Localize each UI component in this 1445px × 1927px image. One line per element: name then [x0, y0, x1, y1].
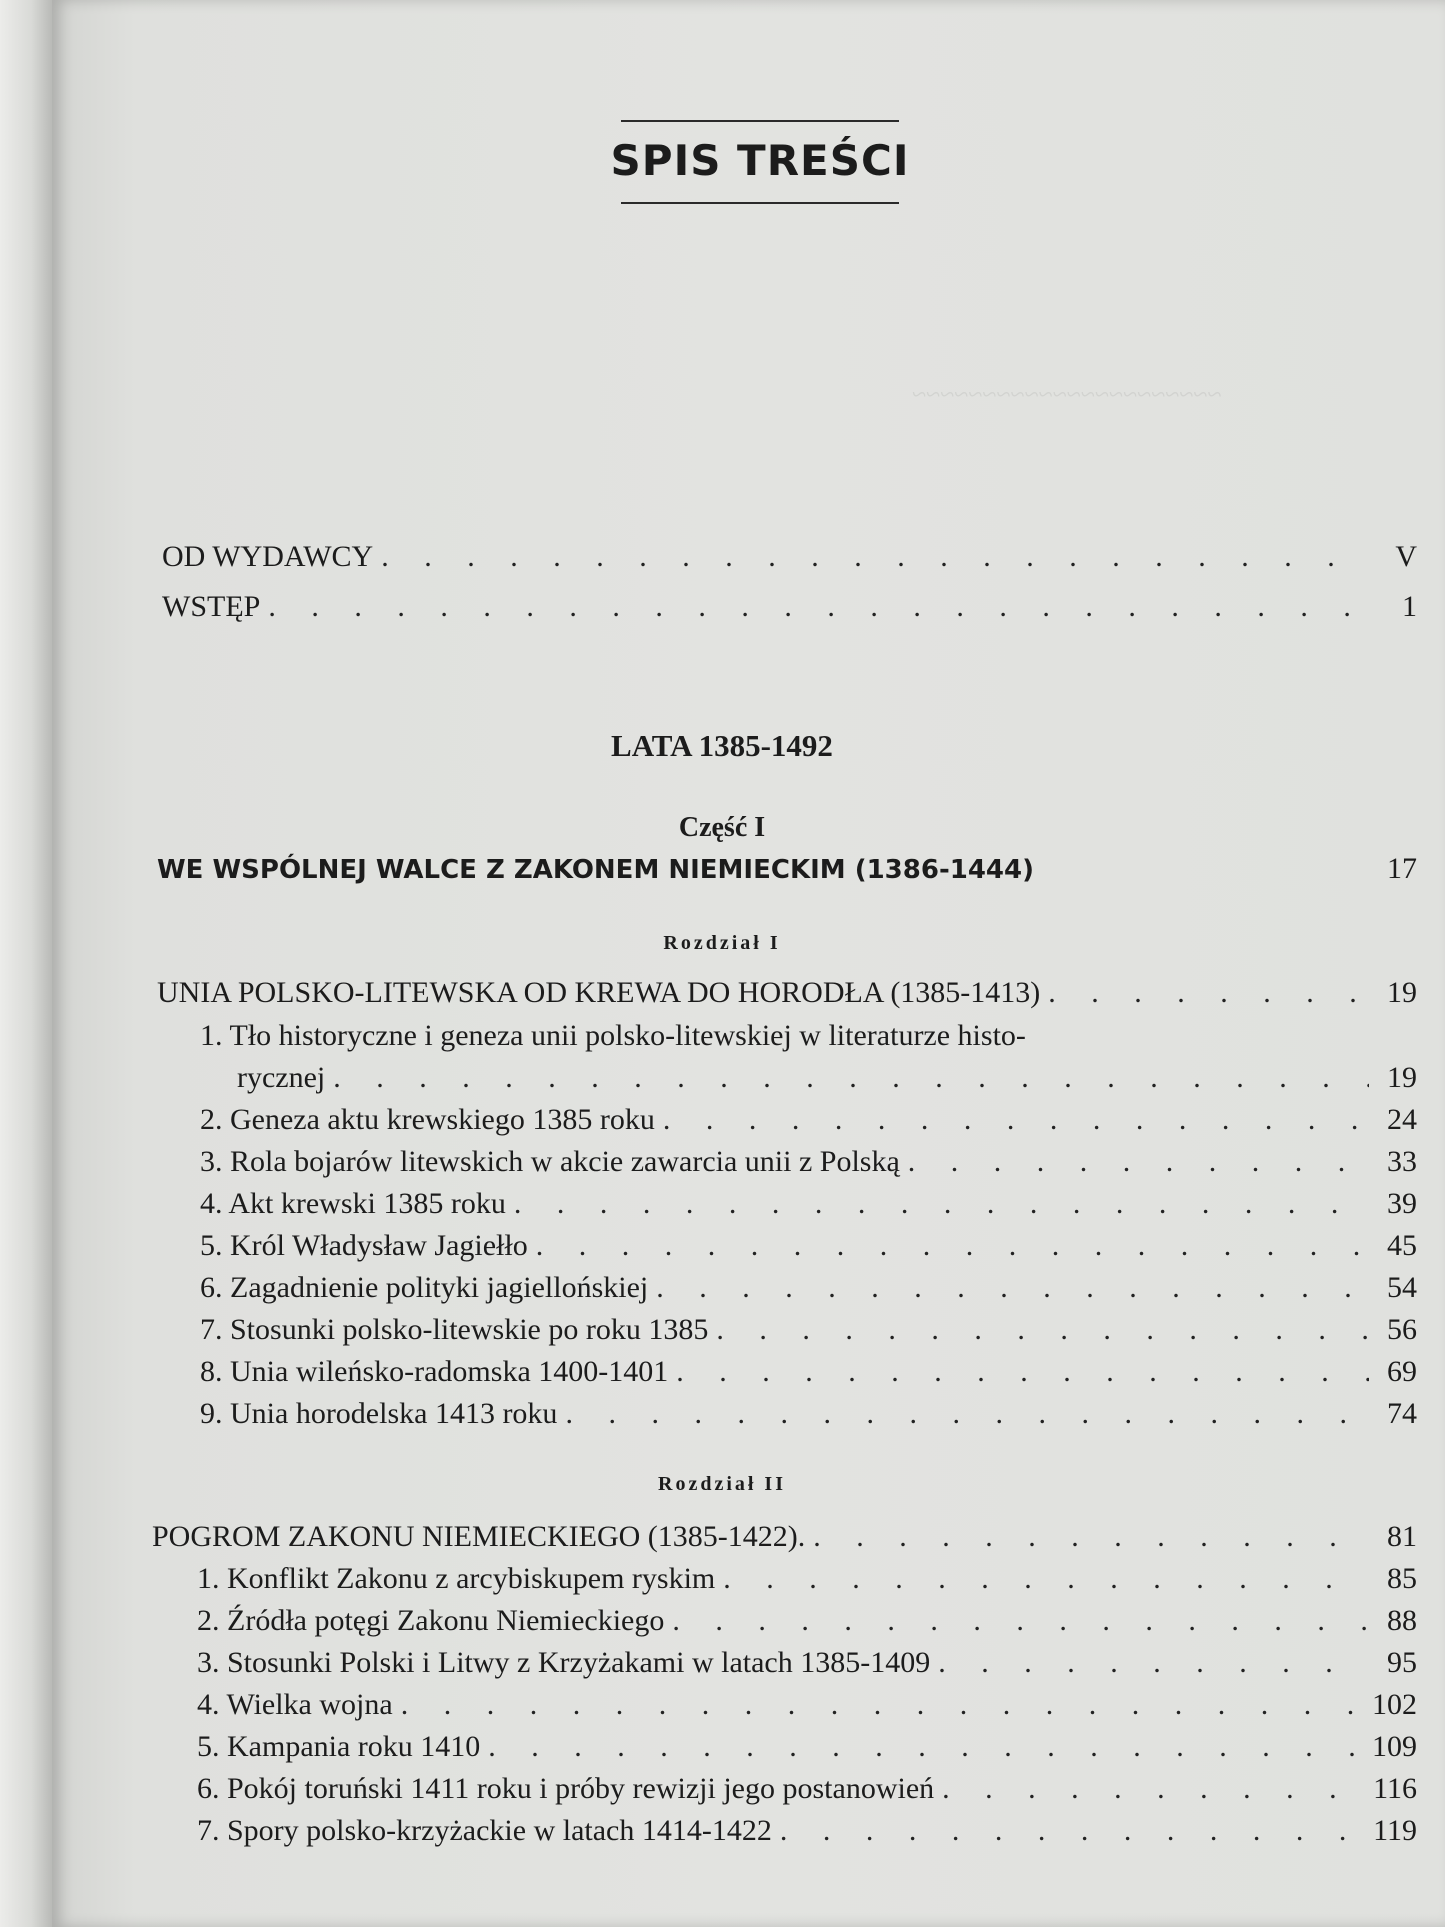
- toc-entry-od-wydawcy[interactable]: [162, 540, 1417, 574]
- toc-entry-page: V: [1395, 540, 1417, 573]
- toc-entry-label: 6. Pokój toruński 1411 roku i próby rewizji jego postanowień: [197, 1772, 935, 1805]
- chapter-label: Rozdział II: [658, 1473, 786, 1495]
- leader-dots: [663, 1103, 1369, 1137]
- book-spine-shadow: [0, 0, 52, 1927]
- title-rule-bottom: [621, 202, 899, 204]
- toc-entry-1-4[interactable]: [200, 1187, 1417, 1221]
- leader-dots: [676, 1355, 1369, 1389]
- era-heading: LATA 1385-1492: [611, 728, 833, 763]
- toc-entry-label: WSTĘP: [162, 590, 261, 623]
- toc-entry-page: 33: [1387, 1145, 1417, 1178]
- toc-entry-label: 3. Stosunki Polski i Litwy z Krzyżakami w latach 1385-1409: [197, 1646, 931, 1679]
- toc-entry-2-6[interactable]: [197, 1772, 1417, 1806]
- toc-entry-label: 7. Stosunki polsko-litewskie po roku 1385: [200, 1313, 709, 1346]
- toc-entry-page: 81: [1387, 1520, 1417, 1553]
- leader-dots: [514, 1187, 1369, 1221]
- toc-entry-part-title[interactable]: [157, 852, 1417, 886]
- toc-entry-label: WE WSPÓLNEJ WALCE Z ZAKONEM NIEMIECKIM (1386-1444): [157, 855, 1034, 885]
- leader-dots: [381, 540, 1369, 574]
- leader-dots: [401, 1688, 1364, 1722]
- toc-entry-page: 74: [1387, 1397, 1417, 1430]
- leader-dots: [942, 1772, 1365, 1806]
- toc-entry-1-1-line2[interactable]: [237, 1061, 1417, 1095]
- toc-entry-label: 8. Unia wileńsko-radomska 1400-1401: [200, 1355, 669, 1388]
- leader-dots: [723, 1562, 1369, 1596]
- toc-entry-page: 116: [1373, 1772, 1417, 1805]
- toc-entry-page: 69: [1387, 1355, 1417, 1388]
- toc-entry-page: 54: [1387, 1271, 1417, 1304]
- toc-entry-label: POGROM ZAKONU NIEMIECKIEGO (1385-1422).: [152, 1520, 806, 1553]
- toc-entry-page: 88: [1387, 1604, 1417, 1637]
- toc-entry-2-3[interactable]: [197, 1646, 1417, 1680]
- toc-entry-label: 3. Rola bojarów litewskich w akcie zawarcia unii z Polską: [200, 1145, 900, 1178]
- title-block: [610, 120, 910, 204]
- leader-dots: [333, 1061, 1369, 1095]
- toc-entry-label: 7. Spory polsko-krzyżackie w latach 1414-1422: [197, 1814, 772, 1847]
- toc-entry-page: 1: [1402, 590, 1417, 623]
- toc-entry-1-2[interactable]: [200, 1103, 1417, 1137]
- toc-entry-label: 9. Unia horodelska 1413 roku: [200, 1397, 558, 1430]
- toc-entry-2-1[interactable]: [197, 1562, 1417, 1596]
- book-page: [52, 0, 1445, 1927]
- toc-entry-1-9[interactable]: [200, 1397, 1417, 1431]
- toc-entry-1-5[interactable]: [200, 1229, 1417, 1263]
- toc-entry-2-2[interactable]: [197, 1604, 1417, 1638]
- leader-dots: [656, 1271, 1369, 1305]
- page-title: SPIS TREŚCI: [610, 136, 910, 185]
- toc-entry-page: 85: [1387, 1562, 1417, 1595]
- toc-entry-chapter-1[interactable]: [157, 976, 1417, 1010]
- toc-entry-label: 4. Wielka wojna: [197, 1688, 393, 1721]
- toc-entry-2-7[interactable]: [197, 1814, 1417, 1848]
- leader-dots: [938, 1646, 1369, 1680]
- leader-dots: [672, 1604, 1369, 1638]
- leader-dots: [488, 1730, 1364, 1764]
- toc-entry-page: 24: [1387, 1103, 1417, 1136]
- toc-entry-page: 19: [1387, 1061, 1417, 1094]
- leader-dots: [268, 590, 1369, 624]
- toc-entry-label: 4. Akt krewski 1385 roku: [200, 1187, 506, 1220]
- toc-entry-page: 45: [1387, 1229, 1417, 1262]
- toc-entry-page: 17: [1387, 852, 1417, 885]
- toc-entry-label: 5. Król Władysław Jagiełło: [200, 1229, 528, 1262]
- toc-entry-label: 6. Zagadnienie polityki jagiellońskiej: [200, 1271, 649, 1304]
- leader-dots: [565, 1397, 1369, 1431]
- toc-entry-label: 2. Źródła potęgi Zakonu Niemieckiego: [197, 1604, 665, 1637]
- leader-dots: [908, 1145, 1369, 1179]
- leader-dots: [716, 1313, 1369, 1347]
- toc-entry-page: 19: [1387, 976, 1417, 1009]
- leader-dots: [1048, 976, 1369, 1010]
- leader-dots: [813, 1520, 1369, 1554]
- toc-entry-1-7[interactable]: [200, 1313, 1417, 1347]
- toc-entry-page: 39: [1387, 1187, 1417, 1220]
- toc-entry-chapter-2[interactable]: [152, 1520, 1417, 1554]
- toc-entry-2-5[interactable]: [197, 1730, 1417, 1764]
- toc-entry-label: 1. Konflikt Zakonu z arcybiskupem ryskim: [197, 1562, 716, 1595]
- toc-entry-label: 5. Kampania roku 1410: [197, 1730, 481, 1763]
- toc-entry-page: 95: [1387, 1646, 1417, 1679]
- part-label: Część I: [678, 812, 766, 843]
- toc-entry-wstep[interactable]: [162, 590, 1417, 624]
- show-through-decoration: ~~~~~~~~~~~~~~~~~~~~~~: [912, 380, 1222, 409]
- leader-dots: [536, 1229, 1369, 1263]
- chapter-label: Rozdział I: [663, 932, 781, 954]
- toc-entry-1-6[interactable]: [200, 1271, 1417, 1305]
- toc-entry-label: 2. Geneza aktu krewskiego 1385 roku: [200, 1103, 655, 1136]
- toc-entry-page: 56: [1387, 1313, 1417, 1346]
- toc-entry-page: 102: [1372, 1688, 1417, 1721]
- toc-entry-label: 1. Tło historyczne i geneza unii polsko-litewskiej w literaturze histo-: [200, 1019, 1026, 1052]
- toc-entry-label: UNIA POLSKO-LITEWSKA OD KREWA DO HORODŁA (1385-1413): [157, 976, 1041, 1009]
- toc-entry-page: 109: [1372, 1730, 1417, 1763]
- toc-entry-1-8[interactable]: [200, 1355, 1417, 1389]
- toc-entry-page: 119: [1373, 1814, 1417, 1847]
- toc-entry-label: OD WYDAWCY: [162, 540, 374, 573]
- toc-entry-1-1-line1[interactable]: [200, 1019, 1417, 1053]
- title-rule-top: [621, 120, 899, 122]
- toc-entry-label: rycznej: [237, 1061, 326, 1094]
- toc-entry-2-4[interactable]: [197, 1688, 1417, 1722]
- toc-entry-1-3[interactable]: [200, 1145, 1417, 1179]
- leader-dots: [780, 1814, 1365, 1848]
